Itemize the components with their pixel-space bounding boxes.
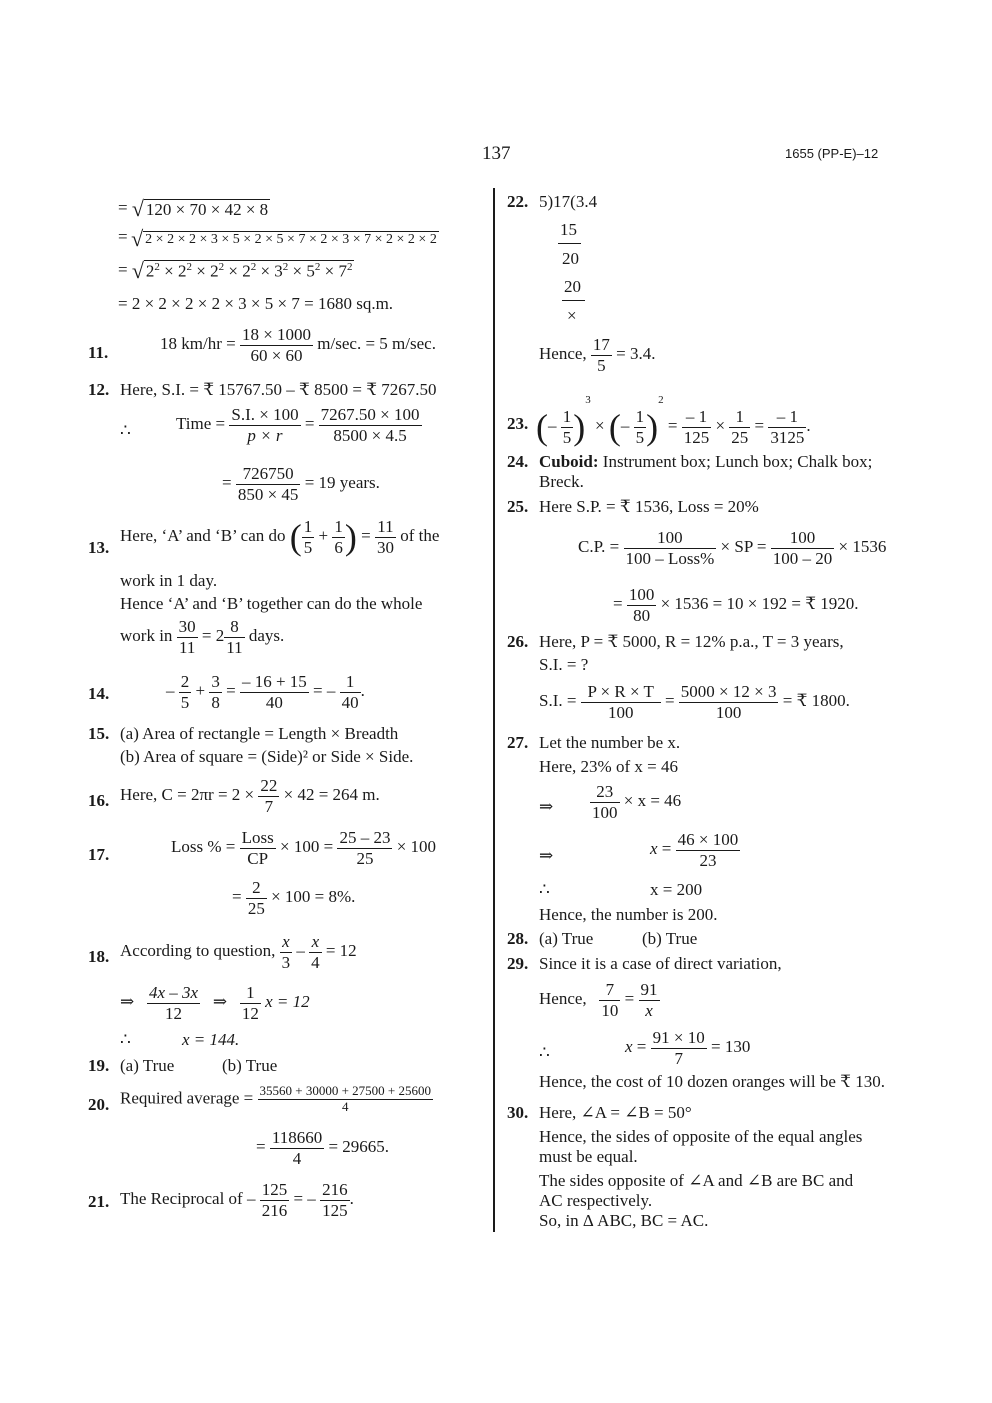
q15-number: 15. xyxy=(88,724,110,743)
q15-a: (a) Area of rectangle = Length × Breadth xyxy=(120,724,399,743)
therefore-symbol: ∴ xyxy=(120,1030,131,1049)
q16-expression: Here, C = 2πr = 2 × $\frac{22}{7}$ × 42 = 264 m. xyxy=(120,776,380,816)
q22-number: 22. xyxy=(507,192,529,211)
q22-division: 5)17(3.4 xyxy=(539,192,598,211)
q15-b: (b) Area of square = (Side)² or Side × Side. xyxy=(120,747,414,766)
q30-line3: must be equal. xyxy=(539,1147,638,1166)
q25-line1: Here S.P. = ₹ 1536, Loss = 20% xyxy=(539,497,759,516)
q30-line1: Here, ∠A = ∠B = 50° xyxy=(539,1103,692,1122)
q29-line1: Since it is a case of direct variation, xyxy=(539,954,782,973)
q20-expression: Required average = $\frac{35560 + 30000 + 27500 + 25600}{4}$ xyxy=(120,1083,431,1114)
sqrt-line-1: = √ 120 × 70 × 42 × 8 xyxy=(118,196,269,221)
q17-expression: Loss % = $\frac{\text{Loss}}{CP}$ × 100 = $\frac{25 - 23}{25}$ × 100 xyxy=(171,828,437,868)
q30-line4: The sides opposite of ∠A and ∠B are BC and xyxy=(539,1171,854,1190)
q26-number: 26. xyxy=(507,632,529,651)
q24-line1: Cuboid: Instrument box; Lunch box; Chalk box; xyxy=(539,452,873,471)
q22-step-3: 20 xyxy=(562,277,585,301)
q26-line2: S.I. = ? xyxy=(539,655,589,674)
page-number: 137 xyxy=(482,143,511,164)
q26-line1: Here, P = ₹ 5000, R = 12% p.a., T = 3 years, xyxy=(539,632,844,651)
q24-line2: Breck. xyxy=(539,472,584,491)
q17-number: 17. xyxy=(88,845,110,864)
therefore-symbol: ∴ xyxy=(120,421,131,440)
sqrt-line-2: = √ 2 × 2 × 2 × 3 × 5 × 2 × 5 × 7 × 2 × 3 × 7 × 2 × 2 × 2 xyxy=(118,226,437,251)
q27-step2: x = $\frac{46 \times 100}{23}$ xyxy=(650,830,739,870)
q12-time-expression: Time = $\frac{S.I. \times 100}{p \times r}$ = $\frac{7267.50 \times 100}{8500 \times 4.5}$ xyxy=(176,405,420,445)
q21-number: 21. xyxy=(88,1192,110,1211)
q26-si-expression: S.I. = $\frac{P \times R \times T}{100}$ = $\frac{5000 \times 12 \times 3}{100}$ = ₹ 1800. xyxy=(539,682,850,722)
q13-line1: Here, ‘A’ and ‘B’ can do ( $\frac{1}{5}$ + $\frac{1}{6}$ ) = $\frac{11}{30}$ of the xyxy=(120,517,440,558)
q13-line4: work in $\frac{30}{11}$ = 2 $\frac{8}{11}$ days. xyxy=(120,617,285,657)
q30-line6: So, in Δ ABC, BC = AC. xyxy=(539,1211,709,1230)
q14-number: 14. xyxy=(88,684,110,703)
q22-result: Hence, $\frac{17}{5}$ = 3.4. xyxy=(539,335,656,375)
q13-line2: work in 1 day. xyxy=(120,571,218,590)
q25-number: 25. xyxy=(507,497,529,516)
q28-b: (b) True xyxy=(642,929,698,948)
q22-step-4: × xyxy=(567,306,577,325)
q18-line1: According to question, $\frac{x}{3}$ – $\frac{x}{4}$ = 12 xyxy=(120,932,357,972)
q18-number: 18. xyxy=(88,947,110,966)
q19-b: (b) True xyxy=(222,1056,278,1075)
q22-step-2: 20 xyxy=(562,249,579,268)
q12-result: = $\frac{726750}{850 \times 45}$ = 19 years. xyxy=(222,464,380,504)
q27-line1: Let the number be x. xyxy=(539,733,681,752)
q25-cp-expression: C.P. = $\frac{100}{\text{100 – Loss\%}}$ × SP = $\frac{100}{100 - 20}$ × 1536 xyxy=(578,528,887,568)
q24-number: 24. xyxy=(507,452,529,471)
sqrt-line-3: = √ $2^2 \times 2^2 \times 2^2 \times 2^2 \times 3^2 \times 5^2 \times 7^2$ xyxy=(118,258,353,283)
q13-line3: Hence ‘A’ and ‘B’ together can do the whole xyxy=(120,594,423,613)
q21-expression: The Reciprocal of – $\frac{125}{216}$ = – $\frac{216}{125}$ . xyxy=(120,1180,354,1220)
implies-symbol: ⇒ xyxy=(539,797,554,816)
q30-number: 30. xyxy=(507,1103,529,1122)
q29-line4: Hence, the cost of 10 dozen oranges will be ₹ 130. xyxy=(539,1072,885,1091)
q25-result: = $\frac{100}{80}$ × 1536 = 10 × 192 = ₹ 1920. xyxy=(613,585,859,625)
therefore-symbol: ∴ xyxy=(539,1043,550,1062)
q30-line5: AC respectively. xyxy=(539,1191,653,1210)
q20-number: 20. xyxy=(88,1095,110,1114)
q27-line6: Hence, the number is 200. xyxy=(539,905,718,924)
q11-expression: 18 km/hr = $\frac{18 \times 1000}{60 \times 60}$ m/sec. = 5 m/sec. xyxy=(160,325,436,365)
q19-a: (a) True xyxy=(120,1056,175,1075)
q27-result: x = 200 xyxy=(650,880,703,899)
q28-number: 28. xyxy=(507,929,529,948)
q20-result: = $\frac{118660}{4}$ = 29665. xyxy=(256,1128,390,1168)
q23-number: 23. xyxy=(507,414,529,433)
q29-line2: Hence, $\frac{7}{10}$ = $\frac{91}{x}$ xyxy=(539,980,658,1020)
q30-line2: Hence, the sides of opposite of the equal angles xyxy=(539,1127,863,1146)
implies-symbol: ⇒ xyxy=(539,846,554,865)
q18-result: x = 144. xyxy=(182,1030,240,1049)
page-code: 1655 (PP-E)–12 xyxy=(785,146,879,161)
q18-line2: ⇒ $\frac{4x - 3x}{12}$ ⇒ $\frac{1}{12}$ x = 12 xyxy=(120,983,310,1023)
q22-step-1: 15 xyxy=(558,220,581,244)
q28-a: (a) True xyxy=(539,929,594,948)
q12-number: 12. xyxy=(88,380,110,399)
q23-expression: (– $\frac{1}{5}$ )$^3$ × (– $\frac{1}{5}$ )$^2$ = $\frac{- 1}{125}$ × $\frac{1}{25}$ = $\frac{- 1}{3125}$ . xyxy=(536,394,811,448)
column-divider xyxy=(493,188,495,1232)
q13-number: 13. xyxy=(88,538,110,557)
therefore-symbol: ∴ xyxy=(539,880,550,899)
area-result: = 2 × 2 × 2 × 2 × 3 × 5 × 7 = 1680 sq.m. xyxy=(118,294,394,313)
q14-expression: – $\frac{2}{5}$ + $\frac{3}{8}$ = $\frac{- 16 + 15}{40}$ = – $\frac{1}{40}$ . xyxy=(166,672,365,712)
q17-result: = $\frac{2}{25}$ × 100 = 8%. xyxy=(232,878,356,918)
q16-number: 16. xyxy=(88,791,110,810)
q29-number: 29. xyxy=(507,954,529,973)
q29-result: x = $\frac{91 \times 10}{7}$ = 130 xyxy=(625,1028,751,1068)
q19-number: 19. xyxy=(88,1056,110,1075)
q27-line2: Here, 23% of x = 46 xyxy=(539,757,678,776)
q11-number: 11. xyxy=(88,343,109,362)
q12-line1: Here, S.I. = ₹ 15767.50 – ₹ 8500 = ₹ 7267.50 xyxy=(120,380,437,399)
q27-step1: $\frac{23}{100}$ × x = 46 xyxy=(592,782,682,822)
q27-number: 27. xyxy=(507,733,529,752)
